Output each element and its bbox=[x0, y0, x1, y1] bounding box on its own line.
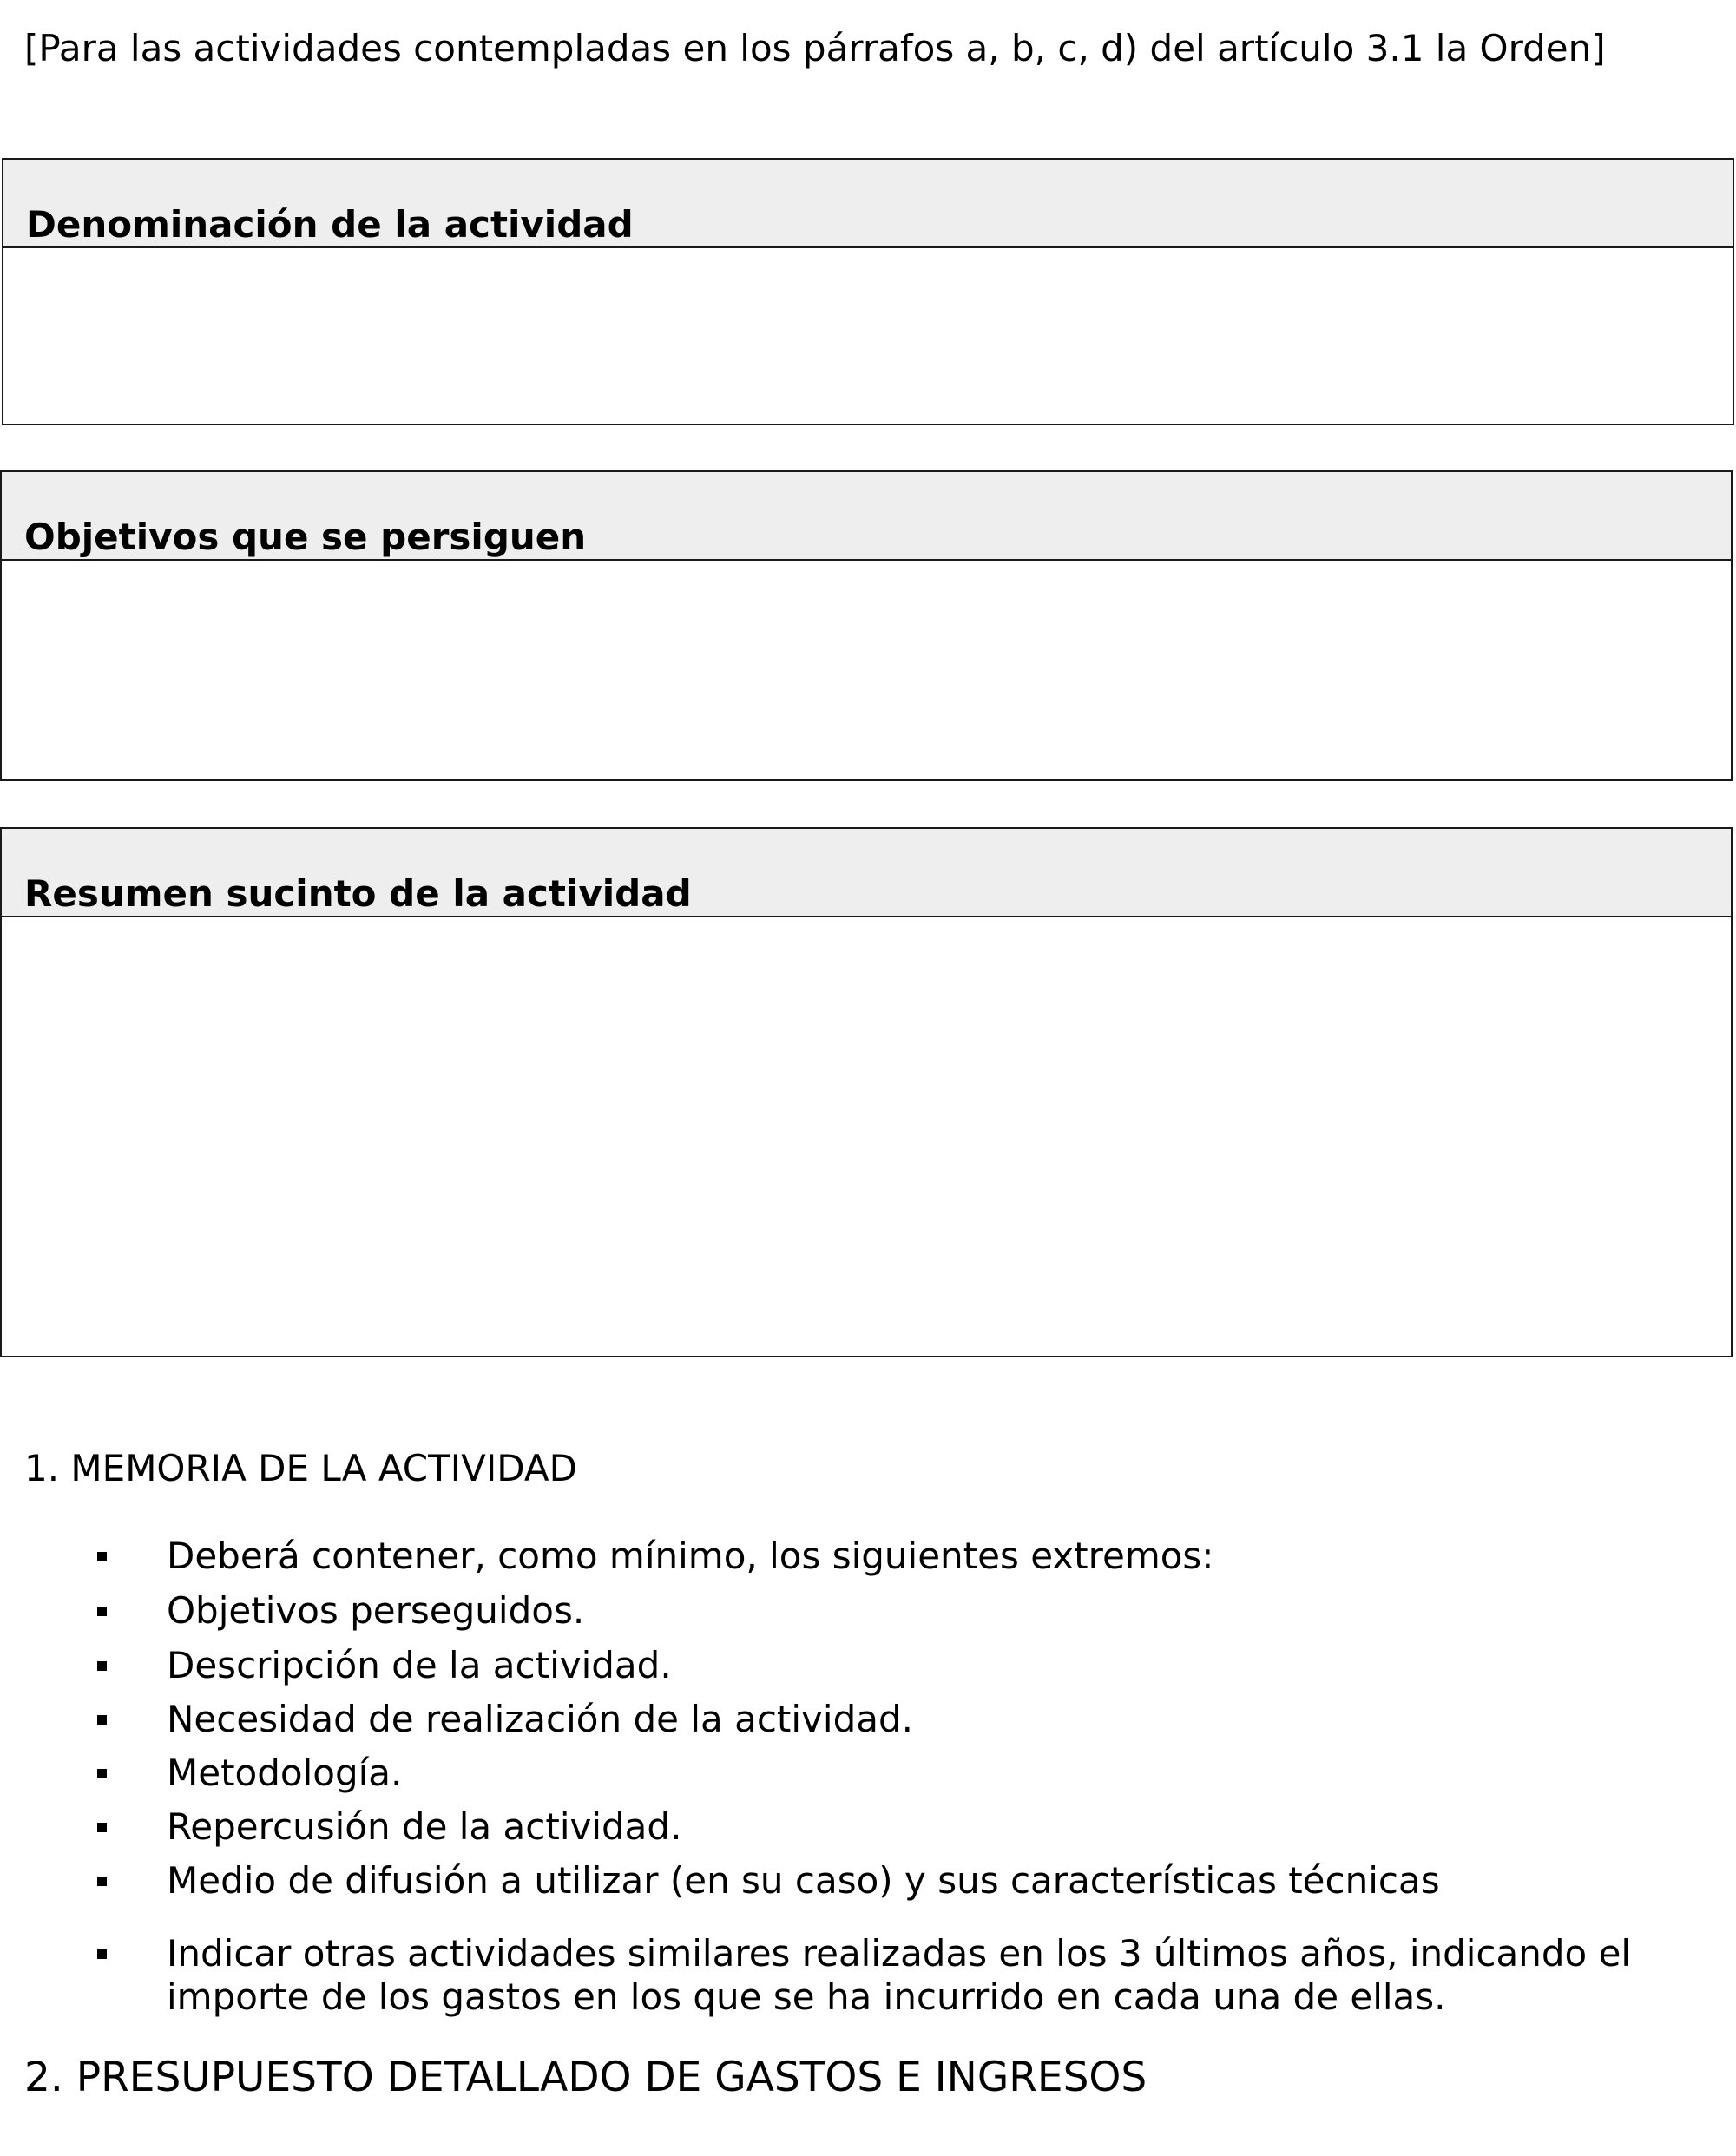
objetivos-field[interactable] bbox=[2, 561, 1731, 779]
objetivos-field-area bbox=[2, 561, 1731, 779]
list-item-text: Repercusión de la actividad. bbox=[167, 1805, 682, 1848]
denominacion-field[interactable] bbox=[3, 248, 1733, 424]
intro-note: [Para las actividades contempladas en los párrafos a, b, c, d) del artículo 3.1 la Orden] bbox=[24, 27, 1606, 69]
denominacion-title: Denominación de la actividad bbox=[26, 203, 634, 246]
list-item-text: Deberá contener, como mínimo, los siguientes extremos: bbox=[167, 1535, 1214, 1577]
objetivos-title: Objetivos que se persiguen bbox=[24, 516, 587, 558]
denominacion-section bbox=[2, 158, 1734, 425]
list-item-text: Indicar otras actividades similares realizadas en los 3 últimos años, indicando el importe de los gastos en los que se ha incurrido en cada una de ellas. bbox=[167, 1932, 1632, 2018]
resumen-section bbox=[0, 827, 1733, 1357]
resumen-field-area bbox=[2, 917, 1731, 1356]
bullet-marker bbox=[97, 1607, 107, 1616]
list-item-text: Metodología. bbox=[167, 1752, 403, 1794]
bullet-marker bbox=[97, 1769, 107, 1778]
bullet-marker bbox=[97, 1552, 107, 1561]
bullet-marker bbox=[97, 1823, 107, 1832]
list-item-text: Necesidad de realización de la actividad. bbox=[167, 1698, 913, 1740]
list-item-text: Medio de difusión a utilizar (en su caso) y sus características técnicas bbox=[167, 1859, 1440, 1902]
list-item-text: Descripción de la actividad. bbox=[167, 1644, 672, 1686]
resumen-title: Resumen sucinto de la actividad bbox=[24, 872, 692, 915]
resumen-header bbox=[2, 829, 1731, 917]
resumen-field[interactable] bbox=[2, 917, 1731, 1356]
bullet-marker bbox=[97, 1949, 107, 1959]
objetivos-section bbox=[0, 470, 1733, 781]
bullet-marker bbox=[97, 1715, 107, 1725]
memoria-heading: 1. MEMORIA DE LA ACTIVIDAD bbox=[24, 1447, 577, 1489]
list-item-text: Objetivos perseguidos. bbox=[167, 1589, 585, 1632]
denominacion-field-area bbox=[3, 248, 1733, 424]
denominacion-header bbox=[3, 160, 1733, 248]
objetivos-header bbox=[2, 472, 1731, 561]
presupuesto-heading: 2. PRESUPUESTO DETALLADO DE GASTOS E INGRESOS bbox=[24, 2054, 1147, 2101]
bullet-marker bbox=[97, 1877, 107, 1886]
bullet-marker bbox=[97, 1661, 107, 1671]
